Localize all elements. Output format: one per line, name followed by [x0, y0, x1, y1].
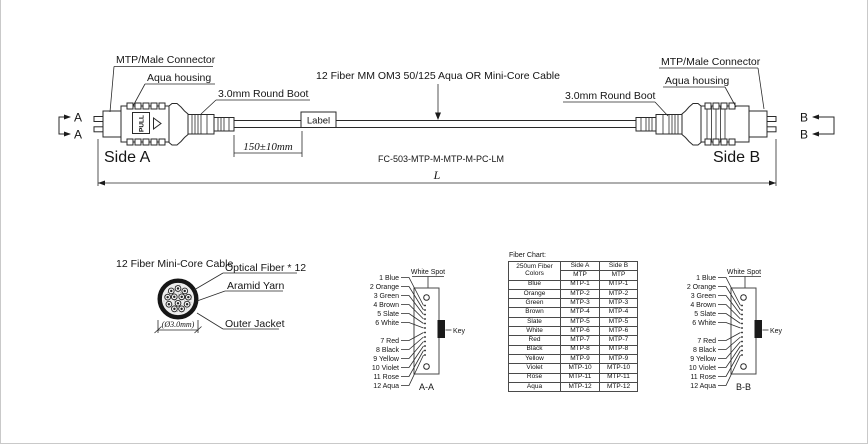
- section-letter-b-bottom: B: [799, 127, 809, 142]
- fiber-chart-cell-side-b: MTP-8: [600, 345, 638, 354]
- guide-pin: [94, 127, 103, 132]
- fiber-chart-cell-side-b: MTP-5: [600, 317, 638, 326]
- mtp-ferrule: [749, 111, 767, 137]
- cable-type-callout: 12 Fiber MM OM3 50/125 Aqua OR Mini-Core Cable: [316, 70, 560, 82]
- label-distance-text: 150±10mm: [243, 141, 293, 153]
- boot-a-callout: 3.0mm Round Boot: [218, 88, 309, 100]
- fiber-chart-cell-side-b: MTP-3: [600, 299, 638, 308]
- fiber-dot: [424, 327, 426, 329]
- fiber-chart-cell-side-a: MTP-12: [561, 382, 600, 391]
- white-spot-callout: White Spot: [726, 269, 762, 276]
- fiber-chart-cell-side-a: MTP-2: [561, 289, 600, 298]
- yarn-dot: [190, 302, 191, 303]
- yarn-dot: [180, 292, 181, 293]
- fiber-dot: [424, 332, 426, 334]
- fiber-chart-header-colors-line: 250um Fiber: [516, 262, 553, 270]
- fiber-chart-cell-side-a: MTP-3: [561, 299, 600, 308]
- pinout-view-b: [687, 269, 783, 392]
- fiber-position-label: 9 Yellow: [690, 356, 716, 363]
- fiber-chart-header-colors: [509, 262, 561, 281]
- fiber-chart-cell-side-a: MTP-1: [561, 280, 600, 289]
- white-spot: [741, 364, 747, 370]
- fiber-chart-row: [509, 317, 638, 326]
- view-a-label: A-A: [418, 382, 435, 392]
- fiber-position-label: 3 Green: [373, 293, 399, 300]
- fiber-chart-row: [509, 373, 638, 382]
- fiber-chart-cell-side-a: MTP-10: [561, 364, 600, 373]
- optical-fiber-core: [180, 308, 182, 310]
- fiber-chart-table: [508, 261, 638, 392]
- fiber-chart-cell-side-b: MTP-4: [600, 308, 638, 317]
- optical-fiber-core: [177, 302, 179, 304]
- key-callout: Key: [770, 328, 783, 335]
- connector-b: [636, 103, 776, 145]
- fiber-chart-row: [509, 364, 638, 373]
- optical-fiber-core: [186, 303, 188, 305]
- fiber-dot: [424, 323, 426, 325]
- fiber-dot: [741, 305, 743, 307]
- fiber-dot: [741, 341, 743, 343]
- yarn-dot: [174, 301, 175, 302]
- pinout-view-a: [370, 269, 466, 392]
- pull-tab-text: PULL: [138, 115, 146, 132]
- fiber-dot: [741, 354, 743, 356]
- label-distance-dimension: [234, 131, 302, 157]
- key: [755, 320, 763, 338]
- fiber-chart-header-colors-line: Colors: [525, 269, 544, 277]
- fiber-position-label: 10 Violet: [371, 365, 399, 372]
- fiber-dot: [424, 336, 426, 338]
- fiber-chart-cell-side-a: MTP-5: [561, 317, 600, 326]
- optical-fiber-core: [168, 303, 170, 305]
- fiber-position-label: 2 Orange: [686, 284, 716, 291]
- fiber-chart-row: [509, 345, 638, 354]
- fiber-chart-header-type-b: MTP: [600, 271, 638, 280]
- connector-b-callout: MTP/Male Connector: [661, 56, 761, 68]
- fiber-position-label: 1 Blue: [379, 275, 399, 282]
- side-a-label: Side A: [104, 149, 151, 166]
- fiber-position-label: 1 Blue: [696, 275, 716, 282]
- yarn-dot: [178, 292, 179, 293]
- fiber-dot: [741, 336, 743, 338]
- fiber-chart-cell-color: Aqua: [509, 382, 561, 391]
- white-spot: [741, 295, 747, 301]
- fiber-chart-cell-color: Slate: [509, 317, 561, 326]
- fiber-chart-row: [509, 336, 638, 345]
- fiber-chart-row: [509, 382, 638, 391]
- yarn-dot: [164, 301, 165, 302]
- fiber-dot: [741, 332, 743, 334]
- optical-fiber-core: [166, 296, 168, 298]
- optical-fiber-core: [181, 296, 183, 298]
- yarn-dot: [178, 294, 179, 295]
- fiber-position-label: 7 Red: [380, 338, 399, 345]
- optical-fiber-callout: Optical Fiber * 12: [225, 262, 307, 274]
- fiber-dot: [741, 327, 743, 329]
- white-spot: [424, 295, 430, 301]
- fiber-dot: [424, 314, 426, 316]
- fiber-chart-cell-side-b: MTP-1: [600, 280, 638, 289]
- guide-pin: [767, 127, 776, 132]
- housing-b-callout: Aqua housing: [665, 75, 730, 87]
- fiber-position-label: 4 Brown: [373, 302, 399, 309]
- fiber-chart-cell-color: Green: [509, 299, 561, 308]
- cable-label-tag: [301, 112, 336, 128]
- yarn-dot: [186, 308, 187, 309]
- housing-a-callout: Aqua housing: [147, 72, 212, 84]
- fiber-position-label: 5 Slate: [377, 311, 399, 318]
- section-letter-a-bottom: A: [73, 127, 83, 142]
- fiber-chart-cell-side-b: MTP-9: [600, 354, 638, 363]
- white-spot-callout: White Spot: [410, 269, 446, 276]
- fiber-dot: [424, 354, 426, 356]
- view-b-label: B-B: [735, 382, 752, 392]
- fiber-position-label: 12 Aqua: [690, 383, 716, 390]
- fiber-chart-row: [509, 354, 638, 363]
- fiber-chart-cell-color: White: [509, 327, 561, 336]
- aramid-yarn-callout: Aramid Yarn: [227, 280, 285, 292]
- fiber-chart-cell-side-b: MTP-10: [600, 364, 638, 373]
- label-tag-text: Label: [306, 115, 331, 127]
- optical-fiber-core: [173, 296, 175, 298]
- fiber-chart-cell-side-a: MTP-9: [561, 354, 600, 363]
- fiber-chart-cell-color: Orange: [509, 289, 561, 298]
- fiber-chart-title: Fiber Chart:: [509, 252, 546, 259]
- key-callout: Key: [453, 328, 466, 335]
- white-spot: [424, 364, 430, 370]
- fiber-dot: [424, 341, 426, 343]
- fiber-chart-row: [509, 327, 638, 336]
- fiber-chart-cell-color: Brown: [509, 308, 561, 317]
- fiber-dot: [424, 318, 426, 320]
- fiber-position-label: 4 Brown: [690, 302, 716, 309]
- optical-fiber-core: [177, 287, 179, 289]
- fiber-chart-cell-side-b: MTP-11: [600, 373, 638, 382]
- fiber-dot: [741, 323, 743, 325]
- fiber-chart-cell-side-b: MTP-6: [600, 327, 638, 336]
- fiber-chart-cell-color: Violet: [509, 364, 561, 373]
- fiber-dot: [424, 305, 426, 307]
- fiber-position-label: 9 Yellow: [373, 356, 399, 363]
- guide-pin: [767, 117, 776, 122]
- fiber-chart-cell-color: Red: [509, 336, 561, 345]
- part-number: FC-503-MTP-M-MTP-M-PC-LM: [378, 154, 504, 164]
- fiber-chart-cell-side-b: MTP-2: [600, 289, 638, 298]
- fiber-position-label: 3 Green: [690, 293, 716, 300]
- fiber-chart-cell-color: Rose: [509, 373, 561, 382]
- cross-section-title: 12 Fiber Mini-Core Cable: [116, 258, 234, 270]
- section-letter-a-top: A: [73, 110, 83, 125]
- fiber-chart-cell-side-a: MTP-8: [561, 345, 600, 354]
- fiber-position-label: 12 Aqua: [373, 383, 399, 390]
- optical-fiber-core: [173, 308, 175, 310]
- section-mark-b: [800, 111, 834, 142]
- guide-pin: [94, 117, 103, 122]
- fiber-chart-cell-side-a: MTP-6: [561, 327, 600, 336]
- optical-fiber-core: [187, 296, 189, 298]
- fiber-chart-header-row: [509, 262, 638, 271]
- outer-jacket-callout: Outer Jacket: [225, 318, 285, 330]
- yarn-dot: [184, 301, 185, 302]
- connector-a-callout: MTP/Male Connector: [116, 54, 216, 66]
- fiber-chart-cell-side-b: MTP-12: [600, 382, 638, 391]
- fiber-dot: [741, 309, 743, 311]
- cable-run: [234, 121, 636, 128]
- fiber-chart-cell-color: Black: [509, 345, 561, 354]
- fiber-dot: [741, 345, 743, 347]
- fiber-chart-header-type-a: MTP: [561, 271, 600, 280]
- fiber-position-label: 6 White: [692, 320, 716, 327]
- length-symbol: L: [433, 168, 441, 182]
- yarn-dot: [177, 311, 178, 312]
- section-mark-a: [59, 111, 82, 142]
- fiber-chart-cell-side-a: MTP-4: [561, 308, 600, 317]
- boot-b-callout: 3.0mm Round Boot: [565, 90, 656, 102]
- fiber-chart-row: [509, 280, 638, 289]
- strain-relief: [169, 104, 188, 146]
- fiber-dot: [424, 345, 426, 347]
- diameter-text: (Ø3.0mm): [161, 320, 195, 329]
- fiber-chart-cell-side-a: MTP-11: [561, 373, 600, 382]
- key: [438, 320, 446, 338]
- mtp-ferrule: [103, 111, 121, 137]
- fiber-chart-header-side-a: Side A: [561, 262, 600, 271]
- fiber-chart-row: [509, 299, 638, 308]
- side-b-label: Side B: [713, 149, 761, 166]
- fiber-position-label: 11 Rose: [690, 374, 716, 381]
- drawing-canvas: [1, 0, 868, 444]
- optical-fiber-core: [170, 290, 172, 292]
- fiber-chart: [508, 252, 638, 392]
- fiber-dot: [424, 309, 426, 311]
- fiber-position-label: 11 Rose: [373, 374, 399, 381]
- fiber-position-label: 6 White: [375, 320, 399, 327]
- diameter-dimension: [155, 320, 202, 333]
- yarn-dot: [167, 292, 168, 293]
- round-boot: [188, 115, 234, 135]
- fiber-position-label: 2 Orange: [369, 284, 399, 291]
- fiber-position-label: 8 Black: [376, 347, 399, 354]
- strain-relief: [682, 104, 701, 146]
- fiber-chart-header-side-b: Side B: [600, 262, 638, 271]
- connector-a: [94, 103, 234, 145]
- optical-fiber-core: [184, 290, 186, 292]
- fiber-chart-row: [509, 289, 638, 298]
- cross-section-diagram: [116, 258, 306, 333]
- fiber-position-label: 5 Slate: [694, 311, 716, 318]
- fiber-chart-body: [509, 280, 638, 392]
- fiber-chart-cell-side-b: MTP-7: [600, 336, 638, 345]
- fiber-position-label: 7 Red: [697, 338, 716, 345]
- fiber-chart-cell-color: Yellow: [509, 354, 561, 363]
- fiber-dot: [741, 314, 743, 316]
- fiber-position-label: 8 Black: [693, 347, 716, 354]
- fiber-dot: [741, 350, 743, 352]
- fiber-dot: [424, 350, 426, 352]
- yarn-dot: [180, 285, 181, 286]
- section-letter-b-top: B: [799, 110, 809, 125]
- fiber-chart-cell-color: Blue: [509, 280, 561, 289]
- fiber-chart-row: [509, 308, 638, 317]
- fiber-chart-cell-side-a: MTP-7: [561, 336, 600, 345]
- fiber-position-label: 10 Violet: [688, 365, 716, 372]
- round-boot: [636, 115, 682, 135]
- fiber-dot: [741, 318, 743, 320]
